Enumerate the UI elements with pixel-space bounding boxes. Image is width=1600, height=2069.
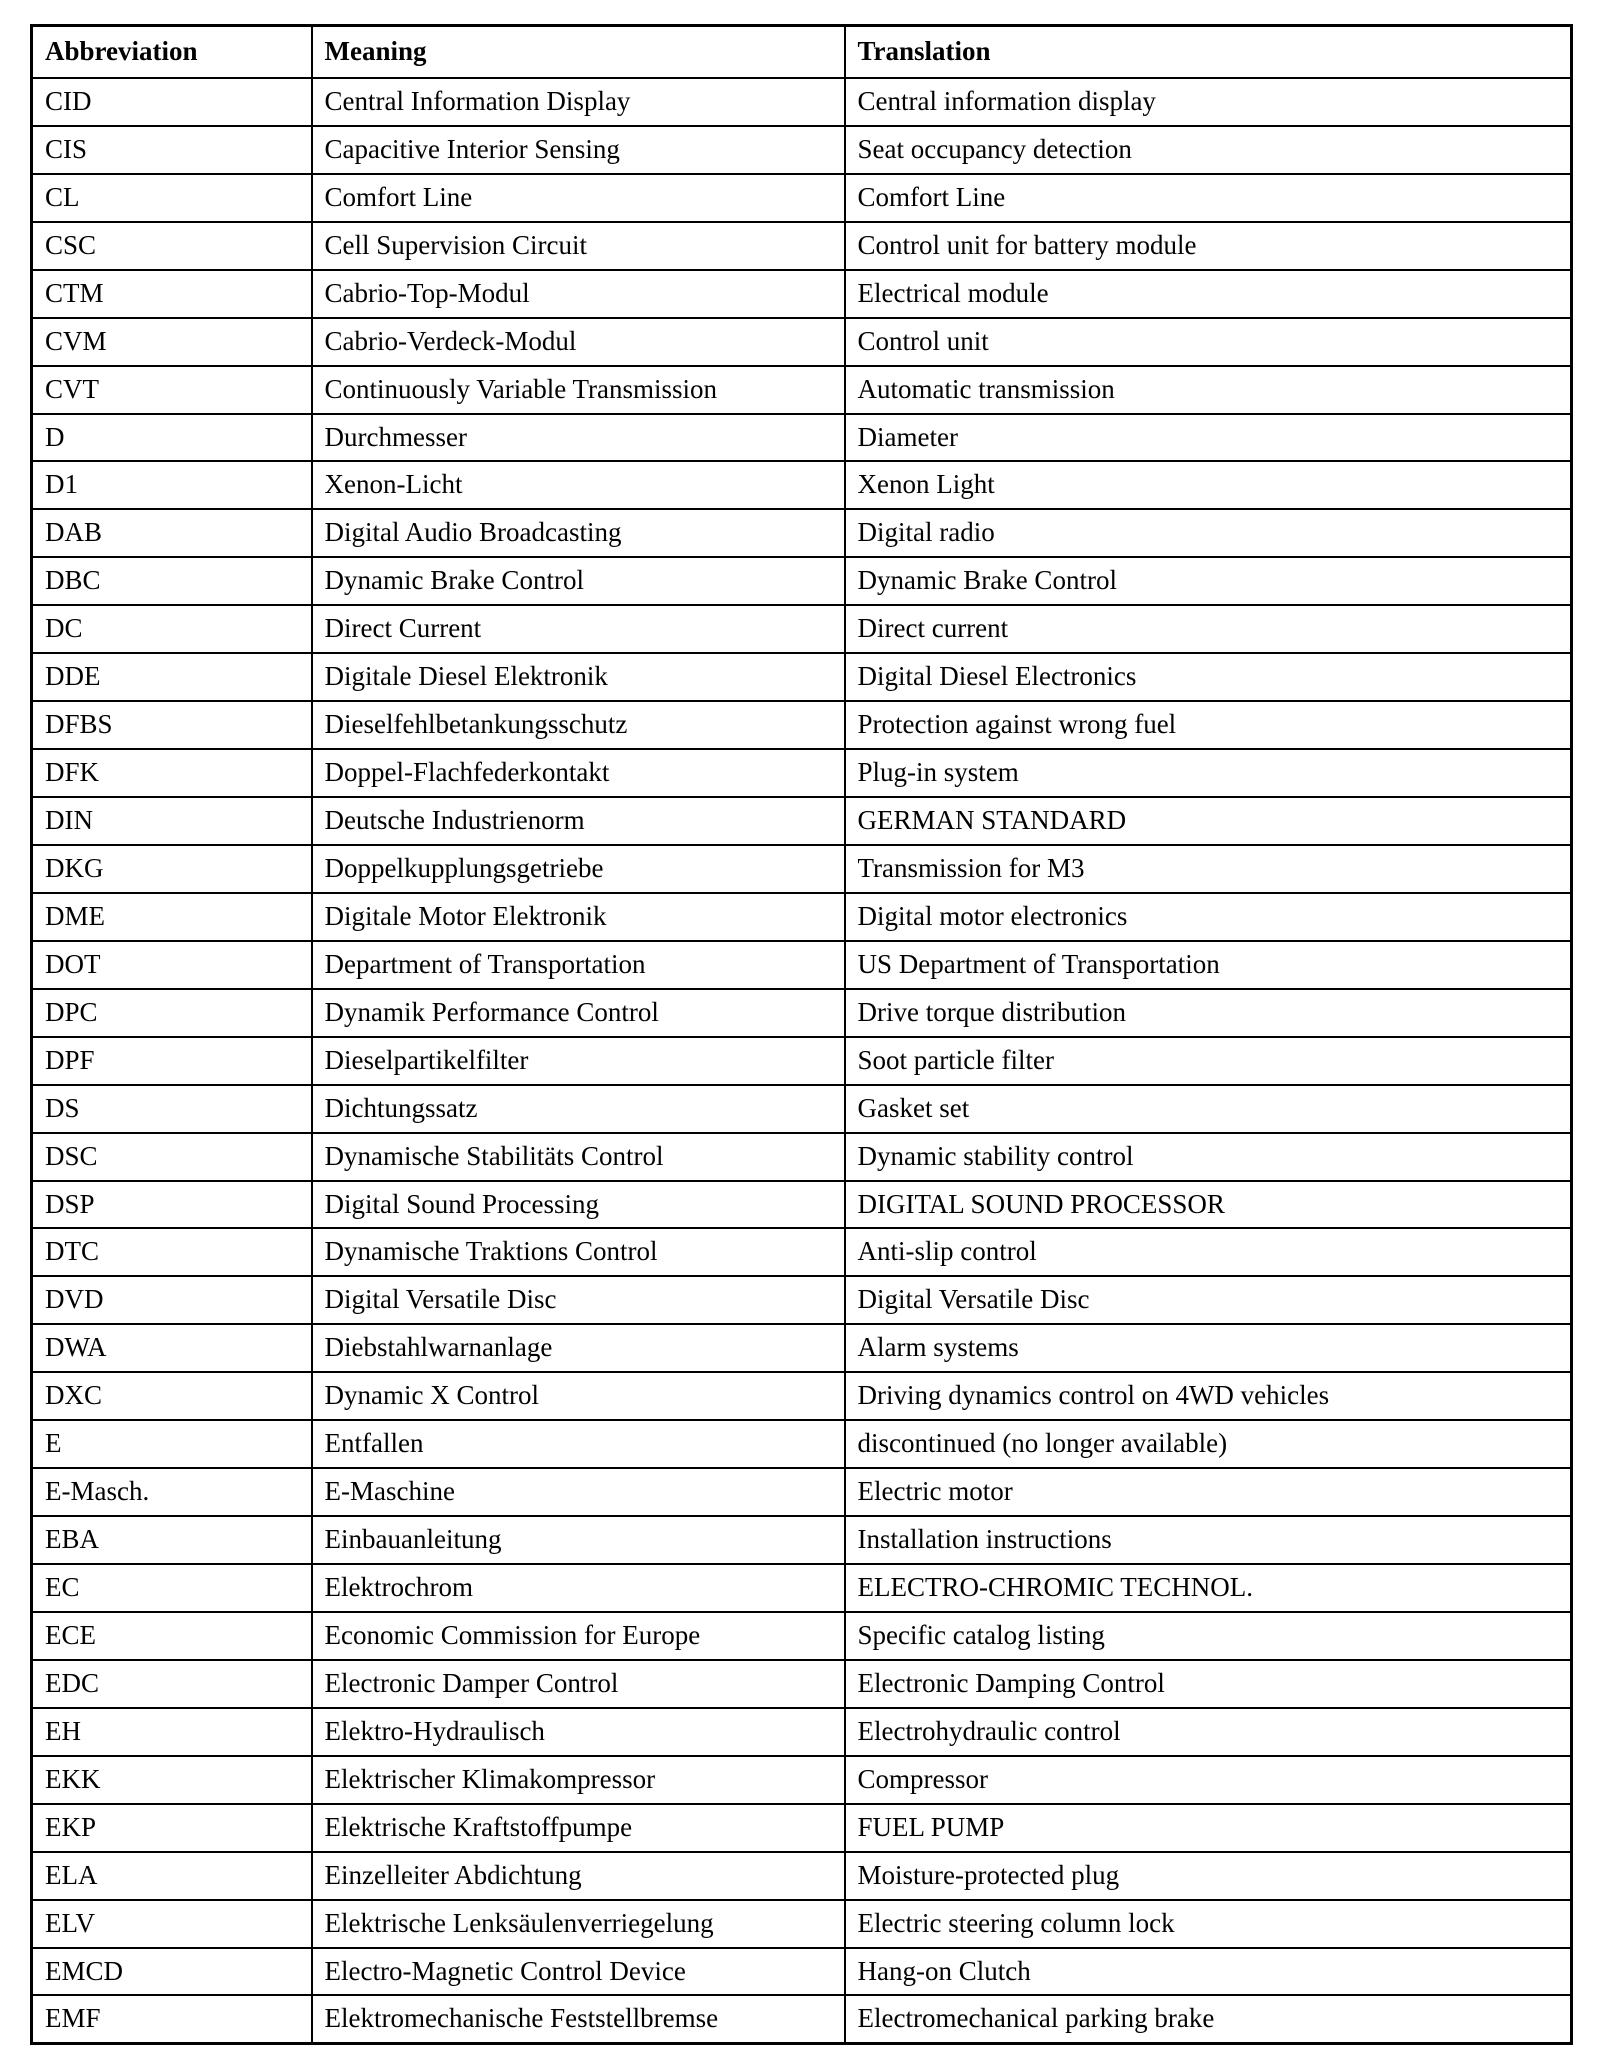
cell-meaning: Economic Commission for Europe xyxy=(312,1612,845,1660)
cell-translation: Diameter xyxy=(845,414,1572,462)
cell-abbreviation: DPC xyxy=(32,989,312,1037)
cell-meaning: Dynamische Traktions Control xyxy=(312,1228,845,1276)
cell-meaning: Diebstahlwarnanlage xyxy=(312,1324,845,1372)
cell-translation: Comfort Line xyxy=(845,174,1572,222)
table-row xyxy=(32,270,1572,318)
cell-translation: US Department of Transportation xyxy=(845,941,1572,989)
cell-abbreviation: E-Masch. xyxy=(32,1468,312,1516)
cell-abbreviation: DTC xyxy=(32,1228,312,1276)
cell-translation: Digital Diesel Electronics xyxy=(845,653,1572,701)
cell-meaning: Durchmesser xyxy=(312,414,845,462)
cell-translation: Plug-in system xyxy=(845,749,1572,797)
table-row xyxy=(32,126,1572,174)
table-row xyxy=(32,1852,1572,1900)
cell-translation: Electrical module xyxy=(845,270,1572,318)
header-translation: Translation xyxy=(845,26,1572,78)
cell-translation: Electric motor xyxy=(845,1468,1572,1516)
cell-translation: Drive torque distribution xyxy=(845,989,1572,1037)
table-row xyxy=(32,941,1572,989)
cell-meaning: Department of Transportation xyxy=(312,941,845,989)
cell-meaning: Xenon-Licht xyxy=(312,461,845,509)
cell-meaning: Cabrio-Top-Modul xyxy=(312,270,845,318)
cell-translation: Compressor xyxy=(845,1756,1572,1804)
cell-abbreviation: EMCD xyxy=(32,1948,312,1996)
cell-abbreviation: DPF xyxy=(32,1037,312,1085)
cell-meaning: Elektrische Lenksäulenverriegelung xyxy=(312,1900,845,1948)
cell-translation: Dynamic Brake Control xyxy=(845,557,1572,605)
cell-meaning: Digital Audio Broadcasting xyxy=(312,509,845,557)
header-abbreviation: Abbreviation xyxy=(32,26,312,78)
cell-meaning: Direct Current xyxy=(312,605,845,653)
cell-translation: Digital Versatile Disc xyxy=(845,1276,1572,1324)
table-row xyxy=(32,1612,1572,1660)
cell-meaning: E-Maschine xyxy=(312,1468,845,1516)
cell-abbreviation: DWA xyxy=(32,1324,312,1372)
cell-abbreviation: DFK xyxy=(32,749,312,797)
cell-abbreviation: EDC xyxy=(32,1660,312,1708)
table-row xyxy=(32,1468,1572,1516)
cell-translation: Digital radio xyxy=(845,509,1572,557)
cell-abbreviation: CVM xyxy=(32,318,312,366)
cell-abbreviation: CTM xyxy=(32,270,312,318)
cell-abbreviation: CID xyxy=(32,78,312,126)
table-row xyxy=(32,701,1572,749)
cell-abbreviation: ELA xyxy=(32,1852,312,1900)
table-row xyxy=(32,845,1572,893)
cell-meaning: Digitale Diesel Elektronik xyxy=(312,653,845,701)
table-row xyxy=(32,366,1572,414)
cell-meaning: Digital Sound Processing xyxy=(312,1181,845,1229)
cell-meaning: Einzelleiter Abdichtung xyxy=(312,1852,845,1900)
table-row xyxy=(32,174,1572,222)
table-row xyxy=(32,893,1572,941)
cell-meaning: Doppel-Flachfederkontakt xyxy=(312,749,845,797)
table-row xyxy=(32,605,1572,653)
cell-translation: Seat occupancy detection xyxy=(845,126,1572,174)
cell-meaning: Elektromechanische Feststellbremse xyxy=(312,1995,845,2043)
cell-abbreviation: CL xyxy=(32,174,312,222)
table-row xyxy=(32,414,1572,462)
cell-abbreviation: DKG xyxy=(32,845,312,893)
cell-abbreviation: DOT xyxy=(32,941,312,989)
cell-meaning: Dynamic Brake Control xyxy=(312,557,845,605)
cell-translation: DIGITAL SOUND PROCESSOR xyxy=(845,1181,1572,1229)
cell-translation: Protection against wrong fuel xyxy=(845,701,1572,749)
cell-translation: ELECTRO-CHROMIC TECHNOL. xyxy=(845,1564,1572,1612)
cell-meaning: Electro-Magnetic Control Device xyxy=(312,1948,845,1996)
table-row xyxy=(32,1324,1572,1372)
table-row xyxy=(32,1516,1572,1564)
cell-translation: Anti-slip control xyxy=(845,1228,1572,1276)
table-row xyxy=(32,1228,1572,1276)
cell-abbreviation: DVD xyxy=(32,1276,312,1324)
cell-abbreviation: EMF xyxy=(32,1995,312,2043)
cell-abbreviation: DSP xyxy=(32,1181,312,1229)
table-row xyxy=(32,749,1572,797)
cell-meaning: Dynamic X Control xyxy=(312,1372,845,1420)
cell-abbreviation: CSC xyxy=(32,222,312,270)
cell-translation: FUEL PUMP xyxy=(845,1804,1572,1852)
cell-meaning: Elektrochrom xyxy=(312,1564,845,1612)
table-row xyxy=(32,1085,1572,1133)
cell-abbreviation: EH xyxy=(32,1708,312,1756)
table-row xyxy=(32,1372,1572,1420)
table-row xyxy=(32,1037,1572,1085)
cell-abbreviation: E xyxy=(32,1420,312,1468)
cell-abbreviation: DME xyxy=(32,893,312,941)
cell-abbreviation: DS xyxy=(32,1085,312,1133)
cell-meaning: Dieselfehlbetankungsschutz xyxy=(312,701,845,749)
header-row xyxy=(32,26,1572,78)
table-row xyxy=(32,1564,1572,1612)
table-row xyxy=(32,1660,1572,1708)
cell-translation: Electronic Damping Control xyxy=(845,1660,1572,1708)
cell-translation: Electromechanical parking brake xyxy=(845,1995,1572,2043)
cell-translation: Control unit xyxy=(845,318,1572,366)
table-row xyxy=(32,1804,1572,1852)
cell-translation: Control unit for battery module xyxy=(845,222,1572,270)
cell-abbreviation: CVT xyxy=(32,366,312,414)
cell-meaning: Cabrio-Verdeck-Modul xyxy=(312,318,845,366)
table-row xyxy=(32,989,1572,1037)
cell-meaning: Einbauanleitung xyxy=(312,1516,845,1564)
cell-abbreviation: CIS xyxy=(32,126,312,174)
cell-translation: Specific catalog listing xyxy=(845,1612,1572,1660)
table-row xyxy=(32,222,1572,270)
header-meaning: Meaning xyxy=(312,26,845,78)
table-row xyxy=(32,318,1572,366)
cell-translation: Driving dynamics control on 4WD vehicles xyxy=(845,1372,1572,1420)
cell-abbreviation: EBA xyxy=(32,1516,312,1564)
cell-abbreviation: DC xyxy=(32,605,312,653)
cell-translation: Direct current xyxy=(845,605,1572,653)
cell-translation: Electric steering column lock xyxy=(845,1900,1572,1948)
cell-meaning: Dynamische Stabilitäts Control xyxy=(312,1133,845,1181)
cell-meaning: Dieselpartikelfilter xyxy=(312,1037,845,1085)
cell-abbreviation: DSC xyxy=(32,1133,312,1181)
cell-meaning: Dynamik Performance Control xyxy=(312,989,845,1037)
cell-abbreviation: D xyxy=(32,414,312,462)
table-row xyxy=(32,1420,1572,1468)
cell-translation: Central information display xyxy=(845,78,1572,126)
cell-abbreviation: DDE xyxy=(32,653,312,701)
cell-translation: GERMAN STANDARD xyxy=(845,797,1572,845)
cell-abbreviation: DAB xyxy=(32,509,312,557)
table-row xyxy=(32,1133,1572,1181)
cell-translation: Transmission for M3 xyxy=(845,845,1572,893)
cell-meaning: Elektro-Hydraulisch xyxy=(312,1708,845,1756)
table-row xyxy=(32,1995,1572,2043)
cell-meaning: Elektrischer Klimakompressor xyxy=(312,1756,845,1804)
table-row xyxy=(32,653,1572,701)
cell-meaning: Electronic Damper Control xyxy=(312,1660,845,1708)
cell-abbreviation: DIN xyxy=(32,797,312,845)
cell-translation: Installation instructions xyxy=(845,1516,1572,1564)
table-body xyxy=(32,78,1572,2044)
table-row xyxy=(32,1708,1572,1756)
cell-meaning: Cell Supervision Circuit xyxy=(312,222,845,270)
cell-meaning: Elektrische Kraftstoffpumpe xyxy=(312,1804,845,1852)
cell-translation: Moisture-protected plug xyxy=(845,1852,1572,1900)
cell-translation: discontinued (no longer available) xyxy=(845,1420,1572,1468)
cell-abbreviation: ECE xyxy=(32,1612,312,1660)
cell-translation: Dynamic stability control xyxy=(845,1133,1572,1181)
table-row xyxy=(32,557,1572,605)
cell-meaning: Continuously Variable Transmission xyxy=(312,366,845,414)
cell-translation: Soot particle filter xyxy=(845,1037,1572,1085)
cell-abbreviation: DFBS xyxy=(32,701,312,749)
cell-meaning: Deutsche Industrienorm xyxy=(312,797,845,845)
table-row xyxy=(32,1276,1572,1324)
cell-abbreviation: DBC xyxy=(32,557,312,605)
table-row xyxy=(32,1900,1572,1948)
cell-abbreviation: ELV xyxy=(32,1900,312,1948)
cell-translation: Automatic transmission xyxy=(845,366,1572,414)
cell-meaning: Comfort Line xyxy=(312,174,845,222)
cell-meaning: Dichtungssatz xyxy=(312,1085,845,1133)
cell-translation: Gasket set xyxy=(845,1085,1572,1133)
table-row xyxy=(32,509,1572,557)
cell-meaning: Entfallen xyxy=(312,1420,845,1468)
cell-meaning: Central Information Display xyxy=(312,78,845,126)
cell-abbreviation: D1 xyxy=(32,461,312,509)
cell-translation: Digital motor electronics xyxy=(845,893,1572,941)
table-row xyxy=(32,1181,1572,1229)
cell-translation: Electrohydraulic control xyxy=(845,1708,1572,1756)
cell-translation: Hang-on Clutch xyxy=(845,1948,1572,1996)
cell-translation: Xenon Light xyxy=(845,461,1572,509)
cell-meaning: Capacitive Interior Sensing xyxy=(312,126,845,174)
cell-translation: Alarm systems xyxy=(845,1324,1572,1372)
cell-abbreviation: EKP xyxy=(32,1804,312,1852)
cell-meaning: Digitale Motor Elektronik xyxy=(312,893,845,941)
table-row xyxy=(32,78,1572,126)
cell-meaning: Doppelkupplungsgetriebe xyxy=(312,845,845,893)
table-row xyxy=(32,1948,1572,1996)
table-row xyxy=(32,1756,1572,1804)
cell-abbreviation: DXC xyxy=(32,1372,312,1420)
table-row xyxy=(32,461,1572,509)
cell-meaning: Digital Versatile Disc xyxy=(312,1276,845,1324)
table-row xyxy=(32,797,1572,845)
cell-abbreviation: EC xyxy=(32,1564,312,1612)
cell-abbreviation: EKK xyxy=(32,1756,312,1804)
abbreviation-table xyxy=(30,24,1573,2045)
